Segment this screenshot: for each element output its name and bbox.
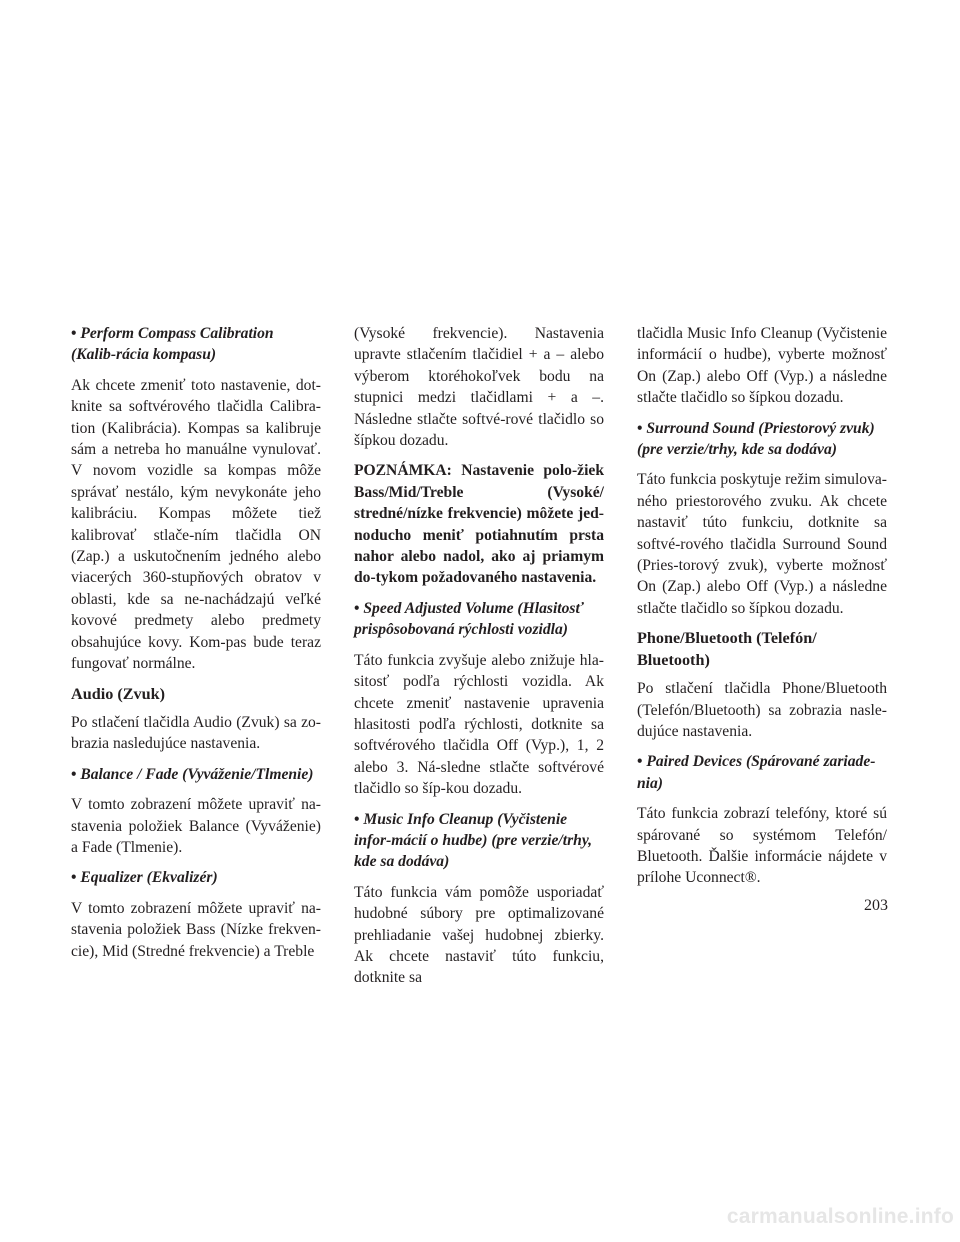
column-2	[354, 323, 604, 998]
column-1	[71, 323, 321, 971]
watermark: carmanualsonline.info	[726, 1205, 954, 1228]
section-heading: Phone/Bluetooth (Telefón/ Bluetooth)	[637, 629, 817, 669]
bullet-heading: • Balance / Fade (Vyváženie/Tlmenie)	[71, 765, 314, 783]
paragraph: V tomto zobrazení môžete upraviť na-stavenia položiek Bass (Nízke frekven-cie), Mid (Stredné frekvencie) a Treble	[71, 899, 321, 960]
paragraph: Táto funkcia zobrazí telefóny, ktoré sú spárované so systémom Telefón/ Bluetooth. Ďalšie informácie nájdete v prílohe Uconnect®.	[637, 805, 887, 887]
bullet-heading: • Equalizer (Ekvalizér)	[71, 869, 218, 887]
paragraph: Táto funkcia zvyšuje alebo znižuje hla-sitosť podľa rýchlosti vozidla. Ak chcete zmeniť nastavenie upravenia hlasitosti podľa rýchlosti, dotknite sa softvérového tlačidla Off (Vyp.), 1, 2 alebo 3. Ná-sledne stlačte softvérové tlačidlo so šíp-kou dozadu.	[354, 651, 604, 798]
paragraph: V tomto zobrazení môžete upraviť na-stavenia položiek Balance (Vyváženie) a Fade (Tlmenie).	[71, 796, 321, 856]
paragraph: Po stlačení tlačidla Phone/Bluetooth (Telefón/Bluetooth) sa zobrazia nasle-dujúce nastavenia.	[637, 680, 887, 740]
paragraph: Ak chcete zmeniť toto nastavenie, dot-knite sa softvérového tlačidla Calibra-tion (Kalibrácia). Kompas sa kalibruje sám a netreba ho manuálne vynulovať. V novom vozidle sa kompas môže správať nestálo, kým nevykonáte jeho kalibráciu. Kompas môžete tiež kalibrovať stlače-ním tlačidla ON (Zap.) a uskutočnením jedného alebo viacerých 360-stupňových obratov v oblasti, kde sa ne-nachádzajú veľké kovové predmety alebo predmety obsahujúce kovy. Kom-pas bude teraz fungovať normálne.	[71, 376, 321, 673]
bullet-heading: • Paired Devices (Spárované zariade-nia)	[637, 753, 876, 792]
paragraph: (Vysoké frekvencie). Nastavenia upravte stlačením tlačidiel + a – alebo výberom ktoréhokoľvek bodu na stupnici medzi tlačidlami + a –. Následne stlačte softvé-rové tlačidlo so šípkou dozadu.	[354, 325, 604, 450]
page-number: 203	[864, 897, 888, 914]
paragraph: Táto funkcia vám pomôže usporiadať hudobné súbory pre optimalizované prehliadanie vašej hudobnej zbierky. Ak chcete nastaviť túto funkciu, dotknite sa	[354, 883, 604, 987]
paragraph: Táto funkcia poskytuje režim simulova-ného priestorového zvuku. Ak chcete nastaviť túto funkciu, dotknite sa softvé-rového tlačidla Surround Sound (Pries-torový zvuk), vyberte možnosť On (Zap.) alebo Off (Vyp.) a následne stlačte tlačidlo so šípkou dozadu.	[637, 471, 887, 617]
bullet-heading: • Music Info Cleanup (Vyčistenie infor-mácií o hudbe) (pre verzie/trhy, kde sa dodáva)	[354, 810, 593, 871]
section-heading: Audio (Zvuk)	[71, 684, 166, 703]
note-block: POZNÁMKA: Nastavenie polo-žiek Bass/Mid/Treble (Vysoké/ stredné/nízke frekvencie) môžete jed-noducho meniť potiahnutím prsta nahor alebo nadol, ako aj priamym do-tykom požadovaného nastavenia.	[354, 462, 604, 587]
bullet-heading: • Speed Adjusted Volume (Hlasitosť prispôsobovaná rýchlosti vozidla)	[354, 599, 584, 639]
bullet-heading: • Surround Sound (Priestorový zvuk) (pre verzie/trhy, kde sa dodáva)	[637, 419, 875, 459]
paragraph: tlačidla Music Info Cleanup (Vyčistenie informácií o hudbe), vyberte možnosť On (Zap.) alebo Off (Vyp.) a následne stlačte tlačidlo so šípkou dozadu.	[637, 325, 887, 407]
column-3	[637, 323, 887, 898]
paragraph: Po stlačení tlačidla Audio (Zvuk) sa zo-brazia nasledujúce nastavenia.	[71, 713, 321, 753]
bullet-heading: • Perform Compass Calibration (Kalib-rácia kompasu)	[71, 325, 274, 364]
